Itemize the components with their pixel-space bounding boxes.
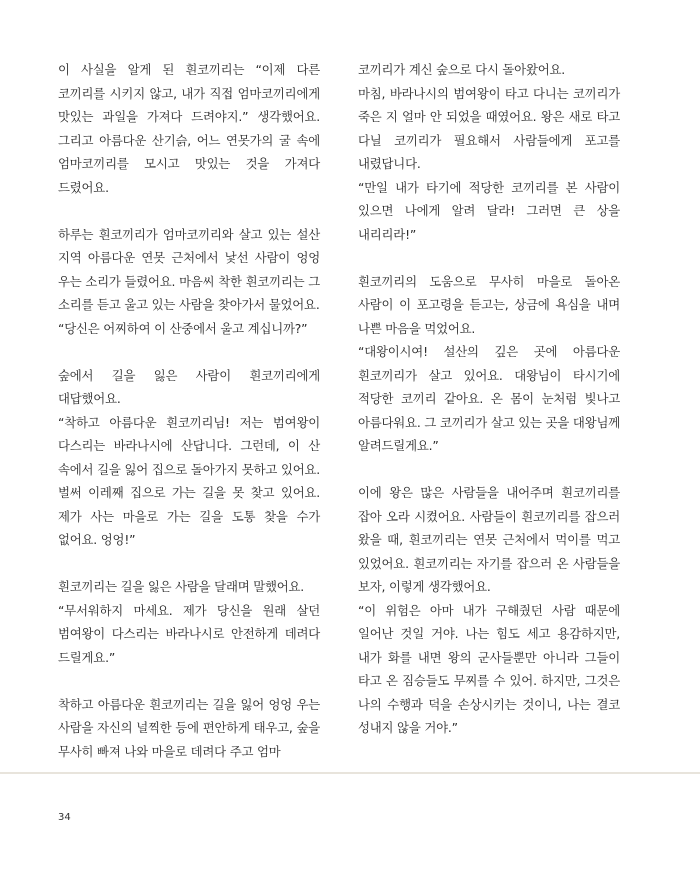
paragraph: 이 사실을 알게 된 흰코끼리는 “이제 다른 코끼리를 시키지 않고, 내가 직접 엄마코끼리에게 맛있는 과일을 가져다 드려야지.” 생각했어요. 그리고 아름다운 산기슭, 어느 연못가의 굴 속에 엄마코끼리를 모시고 맛있는 것을 가져다 드렸어요. — [58, 62, 320, 195]
paragraph: 이에 왕은 많은 사람들을 내어주며 흰코끼리를 잡아 오라 시켰어요. 사람들이 흰코끼리를 잡으러 왔을 때, 흰코끼리는 연못 근처에서 먹이를 먹고 있었어요. 흰코끼리는 자기를 잡으러 온 사람들을 보자, 이렇게 생각했어요. — [358, 485, 620, 594]
paragraph: “무서워하지 마세요. 제가 당신을 원래 살던 범여왕이 다스리는 바라나시로 안전하게 데려다 드릴게요.” — [58, 602, 320, 665]
paragraph: 숲에서 길을 잃은 사람이 흰코끼리에게 대답했어요. — [58, 367, 320, 406]
paragraph: “대왕이시여! 설산의 깊은 곳에 아름다운 흰코끼리가 살고 있어요. 대왕님이 타시기에 적당한 코끼리 같아요. 온 몸이 눈처럼 빛나고 아름다워요. 그 코끼리가 살고 있는 곳을 대왕님께 알려드릴게요.” — [358, 344, 620, 453]
page-number: 34 — [58, 812, 71, 823]
paragraph: “만일 내가 타기에 적당한 코끼리를 본 사람이 있으면 나에게 알려 달라! 그러면 큰 상을 내리리라!” — [358, 179, 620, 242]
paragraph: “당신은 어찌하여 이 산중에서 울고 계십니까?” — [58, 320, 308, 336]
paragraph: 흰코끼리는 길을 잃은 사람을 달래며 말했어요. — [58, 579, 305, 594]
paragraph: 하루는 흰코끼리가 엄마코끼리와 살고 있는 설산 지역 아름다운 연못 근처에서 낯선 사람이 엉엉 우는 소리가 들렸어요. 마음씨 착한 흰코끼리는 그 소리를 듣고 울고 있는 사람을 찾아가서 물었어요. — [58, 226, 320, 312]
paragraph: “착하고 아름다운 흰코끼리님! 저는 범여왕이 다스리는 바라나시에 산답니다. 그런데, 이 산 속에서 길을 잃어 집으로 돌아가지 못하고 있어요. 벌써 이레째 집으로 가는 길을 못 찾고 있어요. 제가 사는 마을로 가는 길을 도통 찾을 수가 없어요. 엉엉!” — [58, 414, 320, 547]
footer-divider — [0, 772, 700, 774]
paragraph: 착하고 아름다운 흰코끼리는 길을 잃어 엉엉 우는 사람을 자신의 널찍한 등에 편안하게 태우고, 숲을 무사히 빠져 나와 마을로 데려다 주고 엄마 — [58, 696, 320, 759]
right-text-column — [358, 58, 620, 740]
paragraph: 마침, 바라나시의 범여왕이 타고 다니는 코끼리가 죽은 지 얼마 안 되었을 때였어요. 왕은 새로 타고 다닐 코끼리가 필요해서 사람들에게 포고를 내렸답니다. — [358, 85, 620, 171]
paragraph: 코끼리가 계신 숲으로 다시 돌아왔어요. — [358, 62, 566, 77]
paragraph: 흰코끼리의 도움으로 무사히 마을로 돌아온 사람이 이 포고령을 듣고는, 상금에 욕심을 내며 나쁜 마음을 먹었어요. — [358, 273, 620, 336]
left-text-column — [58, 58, 320, 763]
paragraph: “이 위험은 아마 내가 구해줬던 사람 때문에 일어난 것일 거야. 나는 힘도 세고 용감하지만, 내가 화를 내면 왕의 군사들뿐만 아니라 그들이 타고 온 짐승들도 무찌를 수 있어. 하지만, 그것은 나의 수행과 덕을 손상시키는 것이니, 나는 결코 성내지 않을 거야.” — [358, 602, 620, 735]
